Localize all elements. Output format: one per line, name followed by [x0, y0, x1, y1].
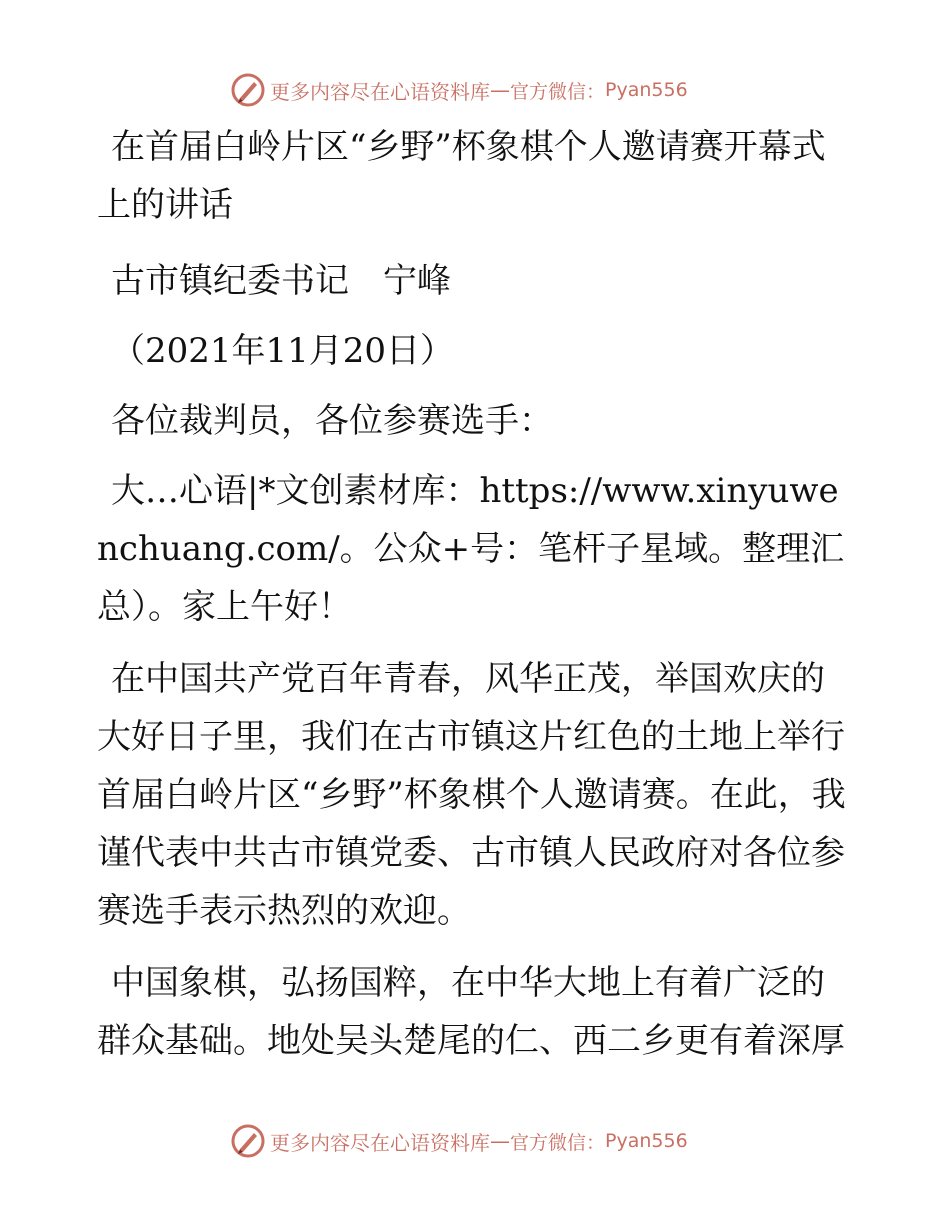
- salutation: 各位裁判员，各位参赛选手：: [111, 401, 553, 441]
- date-line: （2021年11月20日）: [111, 331, 455, 371]
- footer-wechat-id: Pyan556: [605, 1130, 688, 1152]
- footer-brand: 更多内容尽在心语资料库: [270, 1130, 490, 1155]
- header-wechat-label: 官方微信：: [510, 80, 606, 103]
- watermark-paragraph: 大…心语|*文创素材库：https://www.xinyuwenchuang.com/。公众+号：笔杆子星域。整理汇总）。家上午好！: [97, 471, 845, 627]
- footer-dash: —: [490, 1129, 510, 1153]
- footer-wechat-label: 官方微信：: [510, 1131, 606, 1154]
- document-body: [97, 118, 857, 1084]
- paragraph-1: 在中国共产党百年青春，风华正茂，举国欢庆的大好日子里，我们在古市镇这片红色的土地上举行首届白岭片区“乡野”杯象棋个人邀请赛。在此，我谨代表中共古市镇党委、古市镇人民政府对各位参赛选手表示热烈的欢迎。: [97, 659, 846, 931]
- pen-logo-icon: [230, 1123, 266, 1159]
- pen-logo-icon: [230, 72, 266, 108]
- author-line: 古市镇纪委书记 宁峰: [111, 261, 451, 301]
- header-brand: 更多内容尽在心语资料库: [270, 79, 490, 104]
- header-banner: [230, 70, 688, 110]
- header-dash: —: [490, 78, 510, 102]
- header-wechat-id: Pyan556: [605, 79, 688, 101]
- document-title: 在首届白岭片区“乡野”杯象棋个人邀请赛开幕式上的讲话: [97, 127, 826, 225]
- footer-banner: [230, 1121, 688, 1161]
- paragraph-2: 中国象棋，弘扬国粹，在中华大地上有着广泛的群众基础。地处吴头楚尾的仁、西二乡更有着深厚: [97, 963, 845, 1061]
